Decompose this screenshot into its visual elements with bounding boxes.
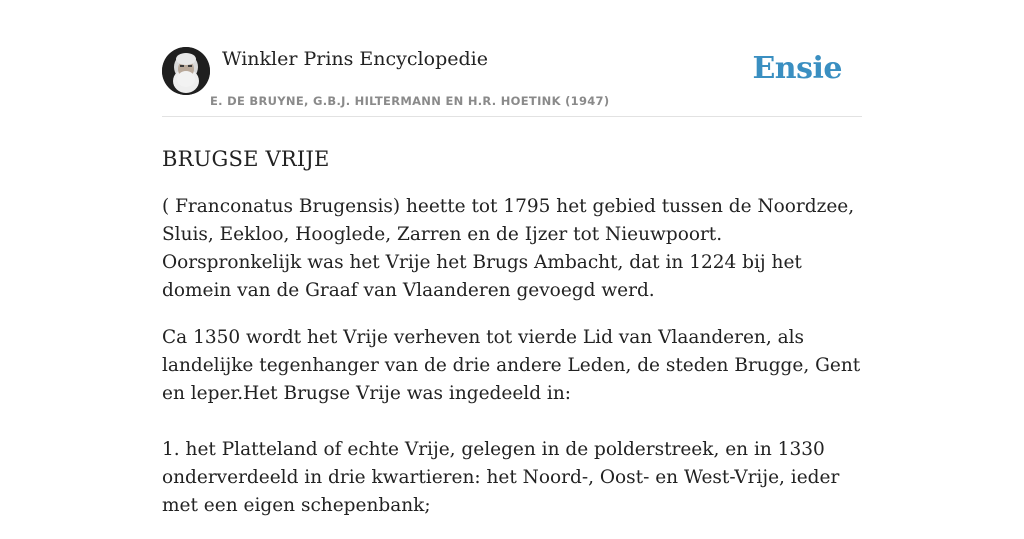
authors-line: E. DE BRUYNE, G.B.J. HILTERMANN EN H.R. HOETINK (1947) bbox=[210, 94, 610, 108]
article-paragraph: ( Franconatus Brugensis) heette tot 1795 het gebied tussen de Noordzee, Sluis, Eekloo, Hooglede, Zarren en de Ijzer tot Nieuwpoort. Oorspronkelijk was het Vrije het Brugs Ambacht, dat in 1224 bij het domein van de Graaf van Vlaanderen gevoegd werd. bbox=[162, 196, 855, 301]
header bbox=[162, 0, 862, 117]
article-body bbox=[162, 193, 862, 520]
page bbox=[162, 0, 862, 539]
author-portrait-icon bbox=[162, 47, 210, 95]
article-paragraph: Ca 1350 wordt het Vrije verheven tot vierde Lid van Vlaanderen, als landelijke tegenhanger van de drie andere Leden, de steden Brugge, Gent en leper.Het Brugse Vrije was ingedeeld in: bbox=[162, 327, 861, 404]
article-paragraph: 1. het Platteland of echte Vrije, gelegen in de polderstreek, en in 1330 onderverdeeld in drie kwartieren: het Noord-, Oost- en West-Vrije, ieder met een eigen schepenbank; bbox=[162, 439, 840, 516]
article-headword: BRUGSE VRIJE bbox=[162, 147, 330, 171]
author-avatar[interactable] bbox=[162, 47, 210, 95]
ensie-logo[interactable]: Ensie bbox=[752, 51, 842, 86]
source-title[interactable]: Winkler Prins Encyclopedie bbox=[222, 48, 488, 70]
